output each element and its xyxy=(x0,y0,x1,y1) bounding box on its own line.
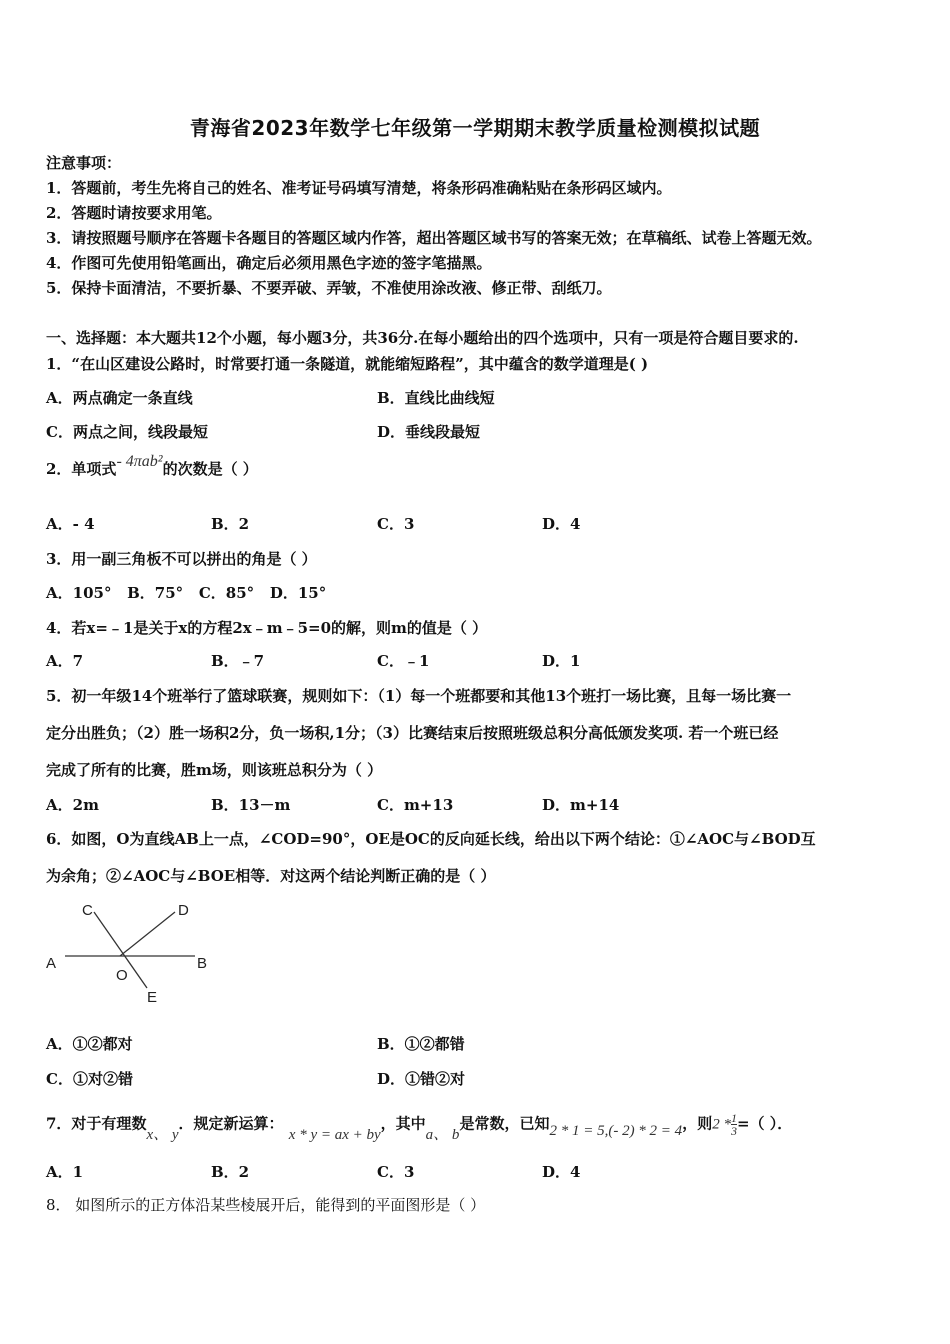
q7-text: ，其中 xyxy=(380,1114,426,1133)
q7-text: =（ ）． xyxy=(736,1114,793,1133)
q3-options: A．105° B．75° C．85° D．15° xyxy=(46,584,327,602)
label-o: O xyxy=(116,967,128,984)
q7-vars-xy: x、 y xyxy=(146,1126,179,1143)
q6-option-a: A．①②都对 xyxy=(46,1035,133,1053)
q5-option-c: C．m+13 xyxy=(377,796,454,814)
q7-option-a: A．1 xyxy=(46,1163,84,1181)
q7-frac-num: 1 xyxy=(730,1111,737,1125)
q3-stem: 3．用一副三角板不可以拼出的角是（ ） xyxy=(46,550,317,568)
q8-stem: 8． 如图所示的正方体沿某些棱展开后，能得到的平面图形是（ ） xyxy=(46,1196,486,1214)
q7-text: ．规定新运算： xyxy=(178,1114,284,1133)
q7-operation: x * y = ax + by xyxy=(288,1126,381,1143)
q4-option-b: B．﹣7 xyxy=(211,652,265,670)
q7-option-d: D．4 xyxy=(542,1163,581,1181)
section-heading: 一、选择题：本大题共12个小题，每小题3分，共36分.在每小题给出的四个选项中，只有一项是符合题目要求的. xyxy=(46,329,799,347)
q6-option-d: D．①错②对 xyxy=(377,1070,466,1088)
q7-text: ，则 xyxy=(682,1114,713,1133)
q7-option-c: C．3 xyxy=(377,1163,415,1181)
notice-heading: 注意事项： xyxy=(46,154,122,172)
q4-option-a: A．7 xyxy=(46,652,84,670)
label-c: C xyxy=(82,902,93,919)
q1-option-b: B．直线比曲线短 xyxy=(377,389,495,407)
notice-item: 2．答题时请按要求用笔。 xyxy=(46,204,222,222)
q6-option-b: B．①②都错 xyxy=(377,1035,465,1053)
q7-text: 是常数，已知 xyxy=(459,1114,550,1133)
q7-text: 7．对于有理数 xyxy=(46,1114,147,1133)
q2-option-a: A．- 4 xyxy=(46,515,95,533)
q5-option-d: D．m+14 xyxy=(542,796,620,814)
notice-item: 5．保持卡面清洁，不要折暴、不要弄破、弄皱，不准使用涂改液、修正带、刮纸刀。 xyxy=(46,279,612,297)
q2-option-d: D．4 xyxy=(542,515,581,533)
q5-stem-line2: 定分出胜负；（2）胜一场积2分，负一场积,1分；（3）比赛结束后按照班级总积分高低颁发奖项. 若一个班已经 xyxy=(46,724,779,742)
q5-stem-line1: 5．初一年级14个班举行了篮球联赛，规则如下：（1）每一个班都要和其他13个班打一场比赛，且每一场比赛一 xyxy=(46,687,792,705)
q2-option-b: B．2 xyxy=(211,515,250,533)
label-a: A xyxy=(46,955,57,972)
q4-option-d: D．1 xyxy=(542,652,581,670)
q1-option-d: D．垂线段最短 xyxy=(377,423,481,441)
q1-stem: 1．“在山区建设公路时，时常要打通一条隧道，就能缩短路程”，其中蕴含的数学道理是( ) xyxy=(46,355,649,373)
q7-stem xyxy=(46,1111,793,1143)
q2-prefix: 2．单项式 xyxy=(46,460,117,478)
q7-option-b: B．2 xyxy=(211,1163,250,1181)
notice-item: 3．请按照题号顺序在答题卡各题目的答题区域内作答，超出答题区域书写的答案无效；在草稿纸、试卷上答题无效。 xyxy=(46,229,822,247)
label-e: E xyxy=(147,989,158,1006)
q1-option-a: A．两点确定一条直线 xyxy=(46,389,193,407)
q4-option-c: C．﹣1 xyxy=(377,652,430,670)
label-b: B xyxy=(197,955,208,972)
q6-figure xyxy=(40,895,230,1010)
q7-vars-ab: a、 b xyxy=(425,1126,460,1143)
notice-item: 4．作图可先使用铅笔画出，确定后必须用黑色字迹的签字笔描黑。 xyxy=(46,254,492,272)
q2-expression: - 4πab² xyxy=(116,453,163,470)
q1-option-c: C．两点之间，线段最短 xyxy=(46,423,208,441)
q7-ask: 2 * xyxy=(712,1116,731,1133)
q5-option-a: A．2m xyxy=(46,796,99,814)
q5-stem-line3: 完成了所有的比赛，胜m场，则该班总积分为（ ） xyxy=(46,761,383,779)
notice-item: 1．答题前，考生先将自己的姓名、准考证号码填写清楚，将条形码准确粘贴在条形码区域内。 xyxy=(46,179,672,197)
q7-known: 2 * 1 = 5,(- 2) * 2 = 4 xyxy=(549,1122,683,1139)
q6-option-c: C．①对②错 xyxy=(46,1070,133,1088)
q6-stem-line1: 6．如图，O为直线AB上一点，∠COD=90°，OE是OC的反向延长线，给出以下两个结论：①∠AOC与∠BOD互 xyxy=(46,830,816,848)
page-title: 青海省2023年数学七年级第一学期期末教学质量检测模拟试题 xyxy=(189,116,761,140)
ray-od xyxy=(120,912,175,956)
q6-stem-line2: 为余角；②∠AOC与∠BOE相等．对这两个结论判断正确的是（ ） xyxy=(46,867,496,885)
q5-option-b: B．13－m xyxy=(211,796,291,814)
label-d: D xyxy=(178,902,189,919)
q7-frac-den: 3 xyxy=(730,1124,737,1138)
q2-suffix: 的次数是（ ） xyxy=(162,460,258,478)
q4-stem: 4．若x=﹣1是关于x的方程2x﹣m﹣5=0的解，则m的值是（ ） xyxy=(46,619,488,637)
q2-stem xyxy=(46,453,258,479)
q2-option-c: C．3 xyxy=(377,515,415,533)
